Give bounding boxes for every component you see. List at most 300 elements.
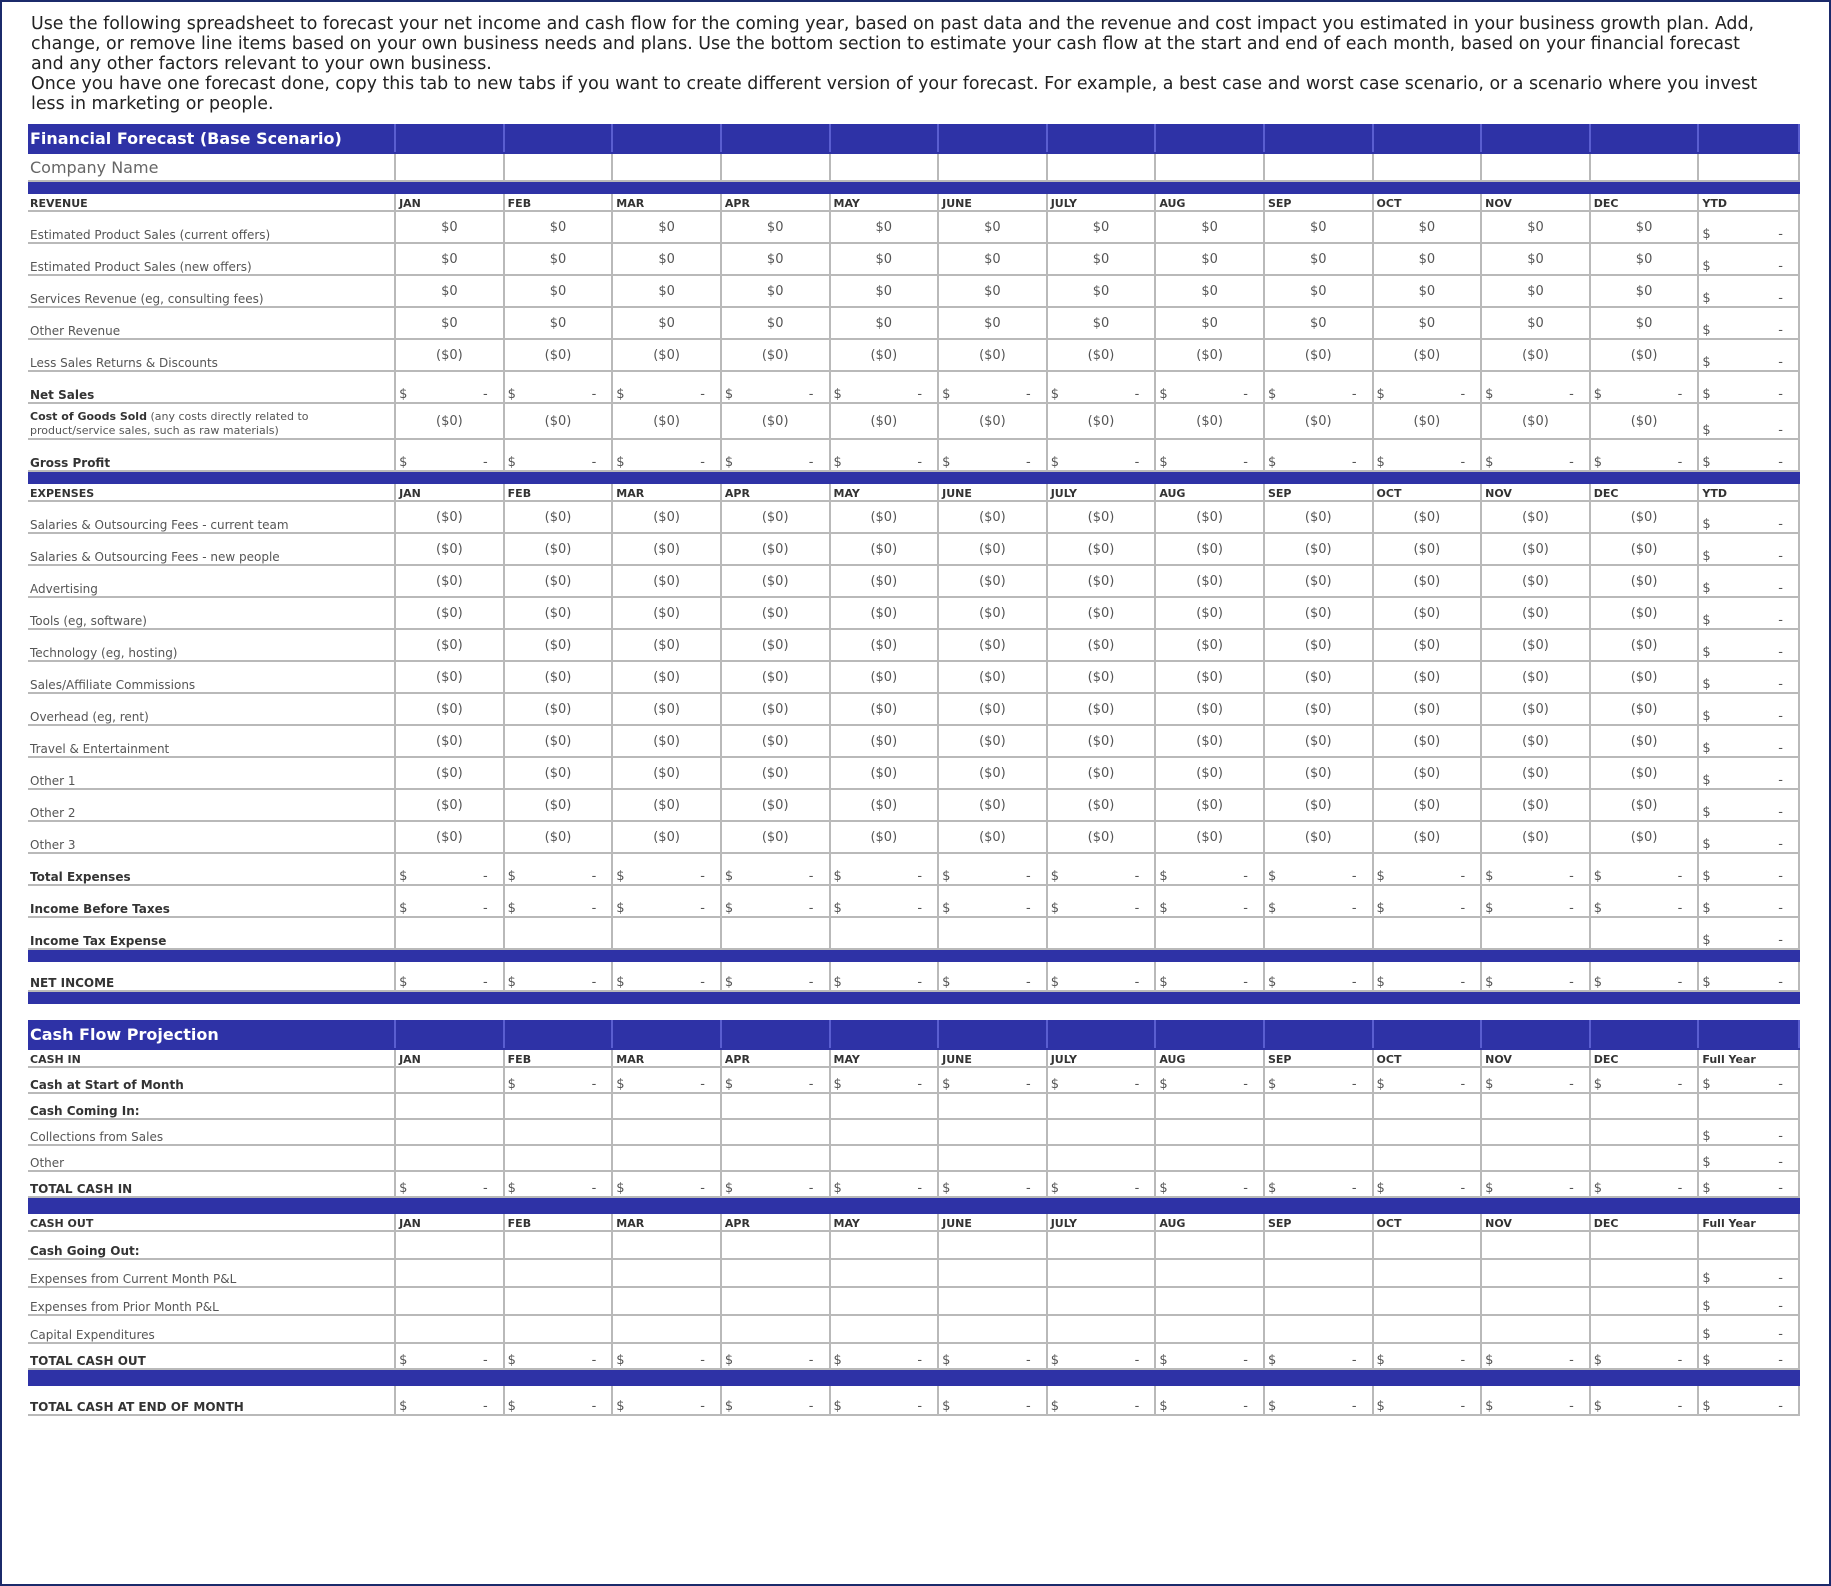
value-cell[interactable]: [938, 1093, 1047, 1119]
value-cell[interactable]: $0: [1373, 275, 1482, 307]
value-cell[interactable]: ($0): [1590, 403, 1699, 439]
value-cell[interactable]: ($0): [1590, 597, 1699, 629]
value-cell[interactable]: [1155, 371, 1264, 403]
total-cell[interactable]: [1698, 1343, 1799, 1369]
value-cell[interactable]: ($0): [1373, 725, 1482, 757]
value-cell[interactable]: ($0): [830, 725, 939, 757]
value-cell[interactable]: ($0): [1155, 789, 1264, 821]
value-cell[interactable]: [1155, 1315, 1264, 1343]
value-cell[interactable]: ($0): [612, 533, 721, 565]
value-cell[interactable]: ($0): [938, 533, 1047, 565]
value-cell[interactable]: $0: [721, 211, 830, 243]
value-cell[interactable]: [938, 1145, 1047, 1171]
value-cell[interactable]: [1047, 1259, 1156, 1287]
value-cell[interactable]: [504, 1093, 613, 1119]
value-cell[interactable]: ($0): [721, 725, 830, 757]
value-cell[interactable]: ($0): [1481, 565, 1590, 597]
value-cell[interactable]: $0: [612, 211, 721, 243]
value-cell[interactable]: [1264, 1231, 1373, 1259]
value-cell[interactable]: [938, 1259, 1047, 1287]
value-cell[interactable]: $0: [1264, 243, 1373, 275]
value-cell[interactable]: [395, 1119, 504, 1145]
value-cell[interactable]: ($0): [504, 789, 613, 821]
value-cell[interactable]: [1264, 1315, 1373, 1343]
value-cell[interactable]: [1590, 1315, 1699, 1343]
value-cell[interactable]: ($0): [1373, 565, 1482, 597]
value-cell[interactable]: [612, 1343, 721, 1369]
value-cell[interactable]: ($0): [1264, 789, 1373, 821]
company-cell[interactable]: [721, 153, 830, 181]
company-cell[interactable]: [504, 153, 613, 181]
value-cell[interactable]: [1590, 917, 1699, 949]
value-cell[interactable]: ($0): [1264, 501, 1373, 533]
value-cell[interactable]: $0: [830, 275, 939, 307]
value-cell[interactable]: $0: [612, 243, 721, 275]
value-cell[interactable]: [504, 1315, 613, 1343]
value-cell[interactable]: ($0): [1047, 757, 1156, 789]
value-cell[interactable]: $0: [1481, 307, 1590, 339]
value-cell[interactable]: [1590, 1145, 1699, 1171]
value-cell[interactable]: [1373, 1343, 1482, 1369]
value-cell[interactable]: [1373, 1119, 1482, 1145]
value-cell[interactable]: [395, 1171, 504, 1197]
value-cell[interactable]: $0: [830, 307, 939, 339]
total-cell[interactable]: [1698, 885, 1799, 917]
value-cell[interactable]: [1155, 1259, 1264, 1287]
value-cell[interactable]: [1481, 1171, 1590, 1197]
value-cell[interactable]: [938, 1287, 1047, 1315]
company-cell[interactable]: [1047, 153, 1156, 181]
value-cell[interactable]: [1155, 1287, 1264, 1315]
value-cell[interactable]: [1047, 917, 1156, 949]
value-cell[interactable]: [1590, 1231, 1699, 1259]
value-cell[interactable]: $0: [612, 275, 721, 307]
value-cell[interactable]: ($0): [395, 821, 504, 853]
value-cell[interactable]: [1264, 1171, 1373, 1197]
value-cell[interactable]: [938, 1067, 1047, 1093]
value-cell[interactable]: [721, 1287, 830, 1315]
total-cell[interactable]: [1698, 725, 1799, 757]
value-cell[interactable]: [721, 1385, 830, 1415]
value-cell[interactable]: ($0): [1373, 597, 1482, 629]
value-cell[interactable]: ($0): [721, 533, 830, 565]
value-cell[interactable]: [612, 1231, 721, 1259]
value-cell[interactable]: [612, 885, 721, 917]
value-cell[interactable]: ($0): [395, 661, 504, 693]
value-cell[interactable]: ($0): [1373, 821, 1482, 853]
value-cell[interactable]: [395, 853, 504, 885]
value-cell[interactable]: ($0): [504, 339, 613, 371]
value-cell[interactable]: [1155, 853, 1264, 885]
total-cell[interactable]: [1698, 1145, 1799, 1171]
value-cell[interactable]: ($0): [938, 821, 1047, 853]
value-cell[interactable]: [1264, 1385, 1373, 1415]
total-cell[interactable]: [1698, 533, 1799, 565]
value-cell[interactable]: ($0): [721, 565, 830, 597]
value-cell[interactable]: [612, 853, 721, 885]
value-cell[interactable]: [395, 371, 504, 403]
value-cell[interactable]: ($0): [612, 789, 721, 821]
value-cell[interactable]: [938, 917, 1047, 949]
value-cell[interactable]: ($0): [721, 629, 830, 661]
value-cell[interactable]: [1047, 1093, 1156, 1119]
company-cell[interactable]: [1481, 153, 1590, 181]
value-cell[interactable]: $0: [1155, 275, 1264, 307]
total-cell[interactable]: [1698, 1171, 1799, 1197]
value-cell[interactable]: ($0): [504, 821, 613, 853]
value-cell[interactable]: ($0): [830, 597, 939, 629]
value-cell[interactable]: [1047, 439, 1156, 471]
value-cell[interactable]: [1155, 1093, 1264, 1119]
value-cell[interactable]: [938, 371, 1047, 403]
value-cell[interactable]: ($0): [830, 533, 939, 565]
value-cell[interactable]: ($0): [612, 403, 721, 439]
company-cell[interactable]: [1590, 153, 1699, 181]
value-cell[interactable]: [830, 1093, 939, 1119]
value-cell[interactable]: [1373, 961, 1482, 991]
value-cell[interactable]: [721, 885, 830, 917]
value-cell[interactable]: ($0): [612, 757, 721, 789]
value-cell[interactable]: ($0): [1373, 661, 1482, 693]
value-cell[interactable]: [1155, 1385, 1264, 1415]
total-cell[interactable]: [1698, 661, 1799, 693]
value-cell[interactable]: ($0): [721, 757, 830, 789]
value-cell[interactable]: [1373, 853, 1482, 885]
value-cell[interactable]: [1481, 1343, 1590, 1369]
value-cell[interactable]: [1590, 1287, 1699, 1315]
value-cell[interactable]: [830, 439, 939, 471]
value-cell[interactable]: ($0): [1047, 821, 1156, 853]
value-cell[interactable]: [938, 853, 1047, 885]
value-cell[interactable]: [1047, 1171, 1156, 1197]
value-cell[interactable]: ($0): [1373, 501, 1482, 533]
value-cell[interactable]: ($0): [1590, 501, 1699, 533]
value-cell[interactable]: $0: [1155, 211, 1264, 243]
value-cell[interactable]: [1264, 885, 1373, 917]
value-cell[interactable]: ($0): [395, 693, 504, 725]
total-cell[interactable]: [1698, 853, 1799, 885]
value-cell[interactable]: [395, 439, 504, 471]
value-cell[interactable]: [504, 1343, 613, 1369]
value-cell[interactable]: [721, 961, 830, 991]
value-cell[interactable]: [1590, 1119, 1699, 1145]
value-cell[interactable]: [1373, 439, 1482, 471]
value-cell[interactable]: $0: [612, 307, 721, 339]
value-cell[interactable]: [830, 1171, 939, 1197]
value-cell[interactable]: [612, 1287, 721, 1315]
value-cell[interactable]: ($0): [1373, 789, 1482, 821]
value-cell[interactable]: [721, 439, 830, 471]
value-cell[interactable]: [830, 1287, 939, 1315]
value-cell[interactable]: ($0): [938, 629, 1047, 661]
value-cell[interactable]: [1264, 371, 1373, 403]
company-cell[interactable]: [1264, 153, 1373, 181]
total-cell[interactable]: [1698, 1093, 1799, 1119]
value-cell[interactable]: ($0): [938, 725, 1047, 757]
value-cell[interactable]: ($0): [1590, 789, 1699, 821]
value-cell[interactable]: [1373, 371, 1482, 403]
total-cell[interactable]: [1698, 371, 1799, 403]
value-cell[interactable]: ($0): [395, 533, 504, 565]
total-cell[interactable]: [1698, 243, 1799, 275]
value-cell[interactable]: [612, 917, 721, 949]
value-cell[interactable]: [1590, 885, 1699, 917]
value-cell[interactable]: [830, 371, 939, 403]
value-cell[interactable]: [395, 1259, 504, 1287]
value-cell[interactable]: [1373, 1287, 1482, 1315]
value-cell[interactable]: [504, 1287, 613, 1315]
value-cell[interactable]: ($0): [1373, 533, 1482, 565]
value-cell[interactable]: [1155, 961, 1264, 991]
value-cell[interactable]: [721, 1093, 830, 1119]
company-cell[interactable]: [1698, 153, 1799, 181]
value-cell[interactable]: [1590, 853, 1699, 885]
value-cell[interactable]: [1047, 961, 1156, 991]
value-cell[interactable]: ($0): [395, 757, 504, 789]
value-cell[interactable]: [395, 917, 504, 949]
value-cell[interactable]: [938, 1171, 1047, 1197]
value-cell[interactable]: ($0): [721, 339, 830, 371]
value-cell[interactable]: ($0): [721, 403, 830, 439]
value-cell[interactable]: [1373, 1315, 1482, 1343]
value-cell[interactable]: $0: [1590, 211, 1699, 243]
company-cell[interactable]: [1155, 153, 1264, 181]
value-cell[interactable]: ($0): [1155, 501, 1264, 533]
value-cell[interactable]: [830, 1231, 939, 1259]
value-cell[interactable]: [1047, 1315, 1156, 1343]
total-cell[interactable]: [1698, 757, 1799, 789]
value-cell[interactable]: [721, 1067, 830, 1093]
value-cell[interactable]: ($0): [721, 597, 830, 629]
value-cell[interactable]: $0: [1373, 243, 1482, 275]
value-cell[interactable]: $0: [1590, 275, 1699, 307]
value-cell[interactable]: [1155, 885, 1264, 917]
value-cell[interactable]: ($0): [395, 501, 504, 533]
value-cell[interactable]: ($0): [1264, 533, 1373, 565]
value-cell[interactable]: ($0): [1155, 403, 1264, 439]
total-cell[interactable]: [1698, 1231, 1799, 1259]
value-cell[interactable]: [938, 439, 1047, 471]
value-cell[interactable]: $0: [395, 275, 504, 307]
value-cell[interactable]: [1373, 1231, 1482, 1259]
value-cell[interactable]: ($0): [395, 403, 504, 439]
value-cell[interactable]: ($0): [1481, 533, 1590, 565]
value-cell[interactable]: [1047, 1067, 1156, 1093]
value-cell[interactable]: [1481, 1093, 1590, 1119]
value-cell[interactable]: [1264, 1093, 1373, 1119]
value-cell[interactable]: ($0): [830, 565, 939, 597]
value-cell[interactable]: [1481, 439, 1590, 471]
value-cell[interactable]: [1155, 917, 1264, 949]
value-cell[interactable]: [1481, 961, 1590, 991]
value-cell[interactable]: ($0): [1047, 661, 1156, 693]
value-cell[interactable]: $0: [1373, 211, 1482, 243]
value-cell[interactable]: ($0): [612, 629, 721, 661]
value-cell[interactable]: ($0): [938, 661, 1047, 693]
value-cell[interactable]: [1155, 1231, 1264, 1259]
value-cell[interactable]: [1481, 371, 1590, 403]
value-cell[interactable]: [1155, 1119, 1264, 1145]
value-cell[interactable]: [830, 1343, 939, 1369]
value-cell[interactable]: [721, 371, 830, 403]
value-cell[interactable]: [1590, 371, 1699, 403]
value-cell[interactable]: ($0): [721, 501, 830, 533]
value-cell[interactable]: ($0): [612, 821, 721, 853]
value-cell[interactable]: ($0): [1481, 661, 1590, 693]
value-cell[interactable]: $0: [1590, 243, 1699, 275]
value-cell[interactable]: $0: [721, 307, 830, 339]
value-cell[interactable]: ($0): [1373, 629, 1482, 661]
value-cell[interactable]: [1155, 1145, 1264, 1171]
value-cell[interactable]: ($0): [1590, 533, 1699, 565]
value-cell[interactable]: [1373, 1067, 1482, 1093]
value-cell[interactable]: ($0): [938, 597, 1047, 629]
value-cell[interactable]: [612, 1385, 721, 1415]
value-cell[interactable]: ($0): [504, 403, 613, 439]
value-cell[interactable]: ($0): [612, 501, 721, 533]
value-cell[interactable]: ($0): [612, 565, 721, 597]
total-cell[interactable]: [1698, 1287, 1799, 1315]
value-cell[interactable]: ($0): [1481, 629, 1590, 661]
value-cell[interactable]: [1047, 1385, 1156, 1415]
value-cell[interactable]: [1481, 1259, 1590, 1287]
value-cell[interactable]: [612, 1119, 721, 1145]
value-cell[interactable]: $0: [1264, 275, 1373, 307]
value-cell[interactable]: [830, 1315, 939, 1343]
value-cell[interactable]: $0: [1155, 243, 1264, 275]
value-cell[interactable]: [504, 1385, 613, 1415]
value-cell[interactable]: ($0): [1590, 565, 1699, 597]
value-cell[interactable]: [1047, 371, 1156, 403]
value-cell[interactable]: [504, 1259, 613, 1287]
value-cell[interactable]: ($0): [830, 339, 939, 371]
value-cell[interactable]: [612, 1093, 721, 1119]
value-cell[interactable]: [395, 1145, 504, 1171]
total-cell[interactable]: [1698, 439, 1799, 471]
value-cell[interactable]: [1481, 853, 1590, 885]
value-cell[interactable]: ($0): [1590, 757, 1699, 789]
total-cell[interactable]: [1698, 917, 1799, 949]
value-cell[interactable]: [721, 1231, 830, 1259]
total-cell[interactable]: [1698, 501, 1799, 533]
total-cell[interactable]: [1698, 565, 1799, 597]
value-cell[interactable]: [504, 1231, 613, 1259]
value-cell[interactable]: ($0): [1047, 339, 1156, 371]
value-cell[interactable]: $0: [721, 275, 830, 307]
value-cell[interactable]: ($0): [395, 339, 504, 371]
value-cell[interactable]: ($0): [1590, 339, 1699, 371]
value-cell[interactable]: ($0): [721, 789, 830, 821]
value-cell[interactable]: [721, 1343, 830, 1369]
value-cell[interactable]: [1155, 1067, 1264, 1093]
value-cell[interactable]: [504, 1119, 613, 1145]
value-cell[interactable]: ($0): [1155, 693, 1264, 725]
total-cell[interactable]: [1698, 629, 1799, 661]
value-cell[interactable]: ($0): [830, 403, 939, 439]
value-cell[interactable]: $0: [1481, 211, 1590, 243]
value-cell[interactable]: ($0): [1481, 789, 1590, 821]
value-cell[interactable]: ($0): [938, 789, 1047, 821]
value-cell[interactable]: [830, 1259, 939, 1287]
value-cell[interactable]: ($0): [1590, 661, 1699, 693]
value-cell[interactable]: $0: [830, 243, 939, 275]
value-cell[interactable]: ($0): [1373, 757, 1482, 789]
value-cell[interactable]: [1481, 1287, 1590, 1315]
value-cell[interactable]: [1264, 439, 1373, 471]
value-cell[interactable]: ($0): [1590, 821, 1699, 853]
value-cell[interactable]: [395, 1385, 504, 1415]
value-cell[interactable]: $0: [1481, 243, 1590, 275]
value-cell[interactable]: $0: [1590, 307, 1699, 339]
value-cell[interactable]: [612, 371, 721, 403]
value-cell[interactable]: [395, 961, 504, 991]
value-cell[interactable]: ($0): [1373, 693, 1482, 725]
value-cell[interactable]: [938, 1315, 1047, 1343]
value-cell[interactable]: $0: [721, 243, 830, 275]
value-cell[interactable]: $0: [1047, 243, 1156, 275]
total-cell[interactable]: [1698, 307, 1799, 339]
value-cell[interactable]: ($0): [1155, 757, 1264, 789]
value-cell[interactable]: ($0): [1264, 725, 1373, 757]
value-cell[interactable]: ($0): [504, 693, 613, 725]
value-cell[interactable]: [1264, 1259, 1373, 1287]
company-cell[interactable]: [395, 153, 504, 181]
value-cell[interactable]: ($0): [612, 693, 721, 725]
value-cell[interactable]: ($0): [938, 501, 1047, 533]
value-cell[interactable]: ($0): [504, 565, 613, 597]
value-cell[interactable]: [1481, 1385, 1590, 1415]
value-cell[interactable]: ($0): [830, 789, 939, 821]
value-cell[interactable]: [721, 1145, 830, 1171]
value-cell[interactable]: ($0): [504, 629, 613, 661]
value-cell[interactable]: [504, 961, 613, 991]
value-cell[interactable]: [1590, 1093, 1699, 1119]
value-cell[interactable]: [1264, 1119, 1373, 1145]
value-cell[interactable]: ($0): [395, 725, 504, 757]
total-cell[interactable]: [1698, 275, 1799, 307]
value-cell[interactable]: [395, 1315, 504, 1343]
value-cell[interactable]: ($0): [938, 565, 1047, 597]
value-cell[interactable]: ($0): [938, 757, 1047, 789]
value-cell[interactable]: ($0): [1373, 403, 1482, 439]
value-cell[interactable]: [1590, 1343, 1699, 1369]
company-cell[interactable]: [830, 153, 939, 181]
value-cell[interactable]: [721, 1315, 830, 1343]
value-cell[interactable]: [1481, 1067, 1590, 1093]
value-cell[interactable]: ($0): [1047, 533, 1156, 565]
value-cell[interactable]: $0: [1264, 211, 1373, 243]
value-cell[interactable]: ($0): [1155, 565, 1264, 597]
value-cell[interactable]: ($0): [1264, 629, 1373, 661]
value-cell[interactable]: [612, 961, 721, 991]
value-cell[interactable]: [1590, 439, 1699, 471]
value-cell[interactable]: [1155, 1171, 1264, 1197]
value-cell[interactable]: $0: [938, 307, 1047, 339]
value-cell[interactable]: ($0): [395, 629, 504, 661]
value-cell[interactable]: ($0): [830, 661, 939, 693]
value-cell[interactable]: [395, 885, 504, 917]
value-cell[interactable]: [938, 1385, 1047, 1415]
value-cell[interactable]: [504, 1171, 613, 1197]
value-cell[interactable]: [938, 1343, 1047, 1369]
total-cell[interactable]: [1698, 821, 1799, 853]
value-cell[interactable]: ($0): [1264, 565, 1373, 597]
value-cell[interactable]: ($0): [1047, 629, 1156, 661]
value-cell[interactable]: ($0): [1264, 661, 1373, 693]
value-cell[interactable]: $0: [938, 243, 1047, 275]
value-cell[interactable]: ($0): [504, 661, 613, 693]
value-cell[interactable]: ($0): [721, 661, 830, 693]
